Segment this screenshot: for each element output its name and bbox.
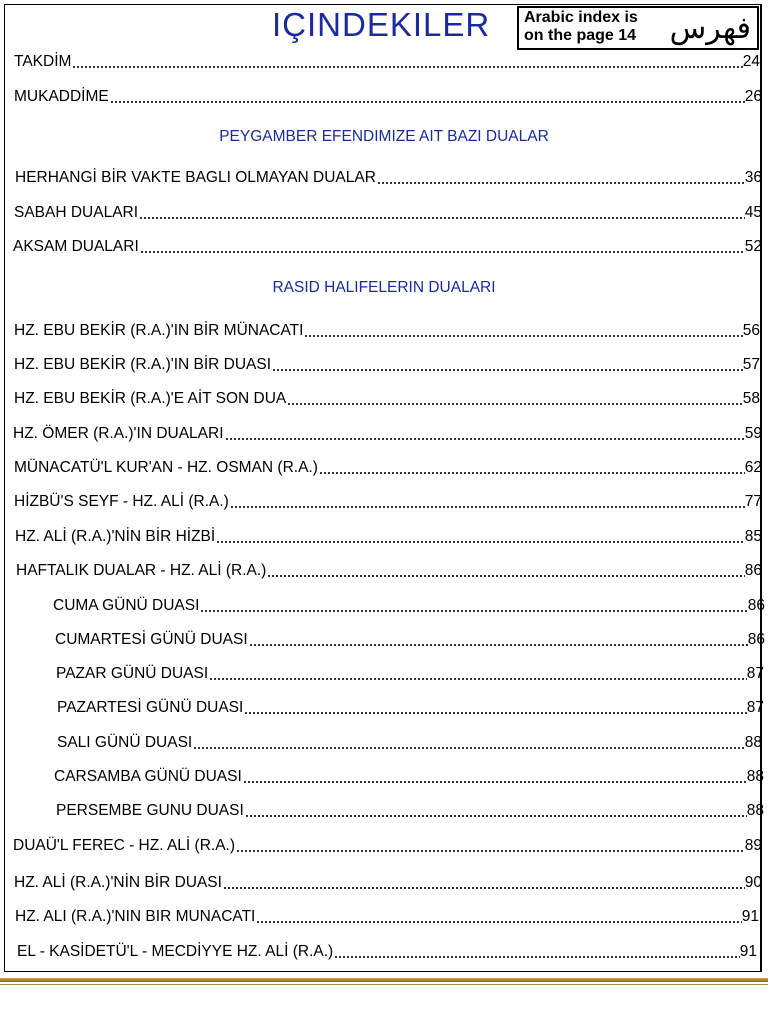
toc-entry-title: HAFTALIK DUALAR - HZ. ALİ (R.A.)	[16, 562, 267, 579]
dot-leader	[72, 66, 742, 68]
toc-entry-title: AKSAM DUALARI	[13, 238, 139, 255]
dot-leader	[304, 335, 742, 337]
toc-subentry[interactable]	[57, 696, 764, 718]
arabic-index-note-line1: Arabic index is	[524, 9, 638, 26]
toc-entry-page: 87	[746, 699, 764, 716]
toc-entry-page: 56	[742, 322, 760, 339]
toc-entry[interactable]	[14, 50, 760, 72]
dot-leader	[225, 438, 745, 440]
dot-leader	[319, 472, 745, 474]
toc-entry[interactable]	[14, 871, 762, 893]
toc-entry[interactable]	[14, 353, 760, 375]
toc-entry-page: 91	[739, 943, 757, 960]
toc-entry-page: 52	[744, 238, 762, 255]
dot-leader	[209, 678, 747, 680]
dot-leader	[267, 575, 744, 577]
toc-entry-title: TAKDİM	[14, 53, 72, 70]
toc-subentry[interactable]	[56, 799, 764, 821]
toc-entry-title: HZ. EBU BEKİR (R.A.)'E AİT SON DUA	[14, 390, 287, 407]
toc-entry-page: 89	[744, 837, 762, 854]
toc-entry[interactable]	[14, 319, 760, 341]
toc-entry[interactable]	[15, 525, 762, 547]
dot-leader	[287, 403, 743, 405]
toc-entry-page: 77	[744, 493, 762, 510]
toc-entry-title: SALI GÜNÜ DUASI	[57, 734, 193, 751]
dot-leader	[249, 644, 748, 646]
dot-leader	[334, 956, 740, 958]
toc-entry-page: 45	[744, 204, 762, 221]
toc-entry[interactable]	[17, 940, 757, 962]
toc-entry[interactable]	[15, 166, 762, 188]
section-heading-rasid: RASID HALIFELERIN DUALARI	[272, 279, 496, 296]
toc-entry-title: HZ. EBU BEKİR (R.A.)'IN BİR DUASI	[14, 356, 272, 373]
toc-entry-title: HZ. ALİ (R.A.)'NİN BİR HİZBİ	[15, 528, 216, 545]
toc-entry-page: 88	[746, 768, 764, 785]
toc-entry-page: 59	[744, 425, 762, 442]
toc-entry-page: 91	[741, 908, 759, 925]
toc-entry-page: 88	[744, 734, 762, 751]
toc-entry-title: MUKADDİME	[14, 88, 109, 105]
dot-leader	[193, 747, 745, 749]
toc-entry-page: 86	[747, 631, 765, 648]
dot-leader	[243, 781, 747, 783]
toc-entry[interactable]	[15, 905, 759, 927]
arabic-index-note	[517, 6, 759, 50]
toc-entry[interactable]	[13, 235, 762, 257]
toc-entry[interactable]	[14, 490, 762, 512]
toc-entry-page: 88	[746, 802, 764, 819]
toc-entry-title: CUMARTESİ GÜNÜ DUASI	[55, 631, 248, 648]
toc-entry-title: HZ. ALI (R.A.)'NIN BIR MUNACATI	[15, 908, 256, 925]
toc-entry-title: SABAH DUALARI	[14, 204, 139, 221]
toc-entry[interactable]	[16, 559, 762, 581]
dot-leader	[140, 251, 745, 253]
toc-entry-page: 85	[744, 528, 762, 545]
section-heading-peygamber: PEYGAMBER EFENDIMIZE AIT BAZI DUALAR	[219, 128, 549, 145]
toc-entry-page: 57	[742, 356, 760, 373]
toc-entry-title: HZ. ÖMER (R.A.)'IN DUALARI	[13, 425, 224, 442]
dot-leader	[244, 712, 746, 714]
toc-entry[interactable]	[14, 85, 762, 107]
toc-entry-title: PAZARTESİ GÜNÜ DUASI	[57, 699, 244, 716]
toc-subentry[interactable]	[53, 594, 765, 616]
toc-entry-page: 24	[742, 53, 760, 70]
page-title: IÇINDEKILER	[272, 6, 491, 43]
toc-subentry[interactable]	[56, 662, 764, 684]
toc-entry[interactable]	[13, 834, 762, 856]
toc-entry[interactable]	[14, 387, 760, 409]
dot-leader	[110, 101, 745, 103]
toc-entry-title: PERSEMBE GUNU DUASI	[56, 802, 244, 819]
footer-rule-thin	[0, 984, 768, 985]
dot-leader	[200, 610, 747, 612]
toc-entry-title: CUMA GÜNÜ DUASI	[53, 597, 200, 614]
toc-entry-title: DUAÜ'L FEREC - HZ. ALİ (R.A.)	[13, 837, 235, 854]
page-frame	[4, 4, 762, 972]
toc-entry-title: MÜNACATÜ'L KUR'AN - HZ. OSMAN (R.A.)	[14, 459, 318, 476]
dot-leader	[223, 887, 745, 889]
toc-entry-title: HZ. EBU BEKİR (R.A.)'IN BİR MÜNACATI	[14, 322, 304, 339]
toc-subentry[interactable]	[57, 731, 762, 753]
toc-entry[interactable]	[13, 422, 762, 444]
dot-leader	[236, 850, 745, 852]
toc-entry-page: 90	[744, 874, 762, 891]
dot-leader	[139, 217, 745, 219]
footer-rule	[0, 978, 768, 982]
toc-entry[interactable]	[14, 201, 762, 223]
toc-entry-title: HZ. ALİ (R.A.)'NİN BİR DUASI	[14, 874, 222, 891]
toc-entry-title: CARSAMBA GÜNÜ DUASI	[54, 768, 242, 785]
arabic-index-note-text	[524, 9, 638, 45]
dot-leader	[272, 369, 743, 371]
toc-entry-page: 26	[744, 88, 762, 105]
toc-entry-title: HİZBÜ'S SEYF - HZ. ALİ (R.A.)	[14, 493, 229, 510]
toc-entry-page: 87	[746, 665, 764, 682]
toc-subentry[interactable]	[55, 628, 765, 650]
toc-entry-title: EL - KASİDETÜ'L - MECDİYYE HZ. ALİ (R.A.)	[17, 943, 334, 960]
toc-entry-page: 86	[747, 597, 765, 614]
arabic-index-note-line2: on the page 14	[524, 27, 637, 44]
dot-leader	[216, 541, 745, 543]
dot-leader	[377, 182, 745, 184]
toc-entry-title: HERHANGİ BİR VAKTE BAGLI OLMAYAN DUALAR	[15, 169, 376, 186]
arabic-index-word: فهرس	[669, 11, 751, 46]
toc-entry-page: 62	[744, 459, 762, 476]
dot-leader	[230, 506, 745, 508]
toc-entry[interactable]	[14, 456, 762, 478]
toc-entry-page: 86	[744, 562, 762, 579]
toc-entry-page: 58	[742, 390, 760, 407]
toc-entry-page: 36	[744, 169, 762, 186]
dot-leader	[256, 921, 741, 923]
toc-entry-title: PAZAR GÜNÜ DUASI	[56, 665, 209, 682]
dot-leader	[245, 815, 747, 817]
toc-subentry[interactable]	[54, 765, 764, 787]
